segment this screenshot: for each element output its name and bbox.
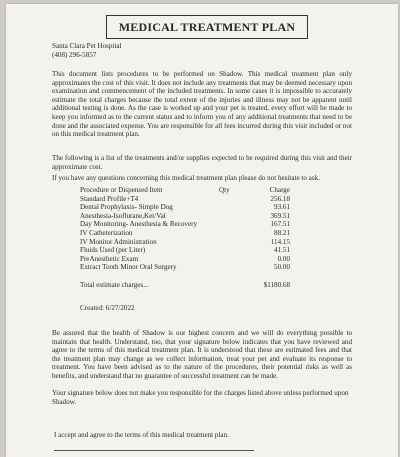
- total-row: [80, 281, 290, 290]
- table-row: Anesthesia-Isoflurane,Ket/Val 369.51: [80, 211, 290, 220]
- intro-paragraph: This document lists procedures to be performed on Shadow. This medical treatment plan only approximates the cost of this visit. It does not include any treatments that may be deemed necessary upon examination and commencement of the included treatments. In some cases it is impossible to accurately estimate the total charges because the total extent of the injuries and illness may not be apparent until additional testing is done. As the case is worked up and your pet is treated, every effort will be made to keep you informed as to the current status and to inform you of any additional treatments that need to be done and the associated expense. You are responsible for all fees incurred during this visit included or not on this medical treatment plan.: [52, 70, 352, 139]
- table-row: Standard Profile+T4 256.18: [80, 194, 290, 203]
- table-row: Extract Tooth Minor Oral Surgery 50.00: [80, 263, 290, 272]
- table-row: Fluids Used (per Liter) 41.51: [80, 246, 290, 255]
- created-date: Created: 6/27/2022: [80, 304, 135, 312]
- table-row: IV Catheterization 88.21: [80, 228, 290, 237]
- signature-note: Your signature below does not make you responsible for the charges listed above unless performed upon Shadow.: [52, 389, 349, 406]
- header-qty: Qty: [219, 186, 230, 194]
- table-row: Day Monitoring- Anesthesia & Recovery 167.51: [80, 220, 290, 229]
- total-value: $1180.68: [263, 280, 290, 289]
- questions-paragraph: If you have any questions concerning this medical treatment plan please do not hesitate to ask.: [52, 174, 320, 182]
- table-row: PreAnesthetic Exam 0.00: [80, 254, 290, 263]
- table-row: IV Monitor Administration 114.15: [80, 237, 290, 246]
- charges-table: [80, 186, 290, 290]
- treatment-plan-document: [6, 4, 398, 457]
- assurance-paragraph: Be assured that the health of Shadow is our highest concern and we will do everything possible to maintain that health. Understand, too, that your signature below indicates that you have reviewed and agree to the terms of this medical treatment plan. It is understood that these are estimated fees and that the treatment plan may change as we collect information, treat your pet and evaluate its response to treatment. You have been advised as to the nature of the procedures, their potential risks as well as benefits, and understand that no guarantee of successful treatment can be made.: [52, 329, 352, 380]
- total-label: Total estimate charges...: [80, 280, 149, 289]
- header-charge: Charge: [269, 186, 290, 194]
- clinic-header: [52, 42, 352, 59]
- header-item: Procedure or Dispensed Item: [80, 186, 163, 194]
- clinic-phone: (408) 296-5857: [52, 50, 97, 59]
- document-title: MEDICAL TREATMENT PLAN: [106, 15, 308, 39]
- following-paragraph: The following is a list of the treatments and/or supplies expected to be required during this visit and their approximate cost.: [52, 154, 352, 171]
- table-header: [80, 186, 290, 195]
- table-row: Dental Prophylaxis- Simple Dog 93.61: [80, 203, 290, 212]
- signature-line[interactable]: [54, 450, 254, 451]
- clinic-name: Santa Clara Pet Hospital: [52, 42, 122, 50]
- accept-statement: I accept and agree to the terms of this medical treatment plan.: [54, 431, 229, 439]
